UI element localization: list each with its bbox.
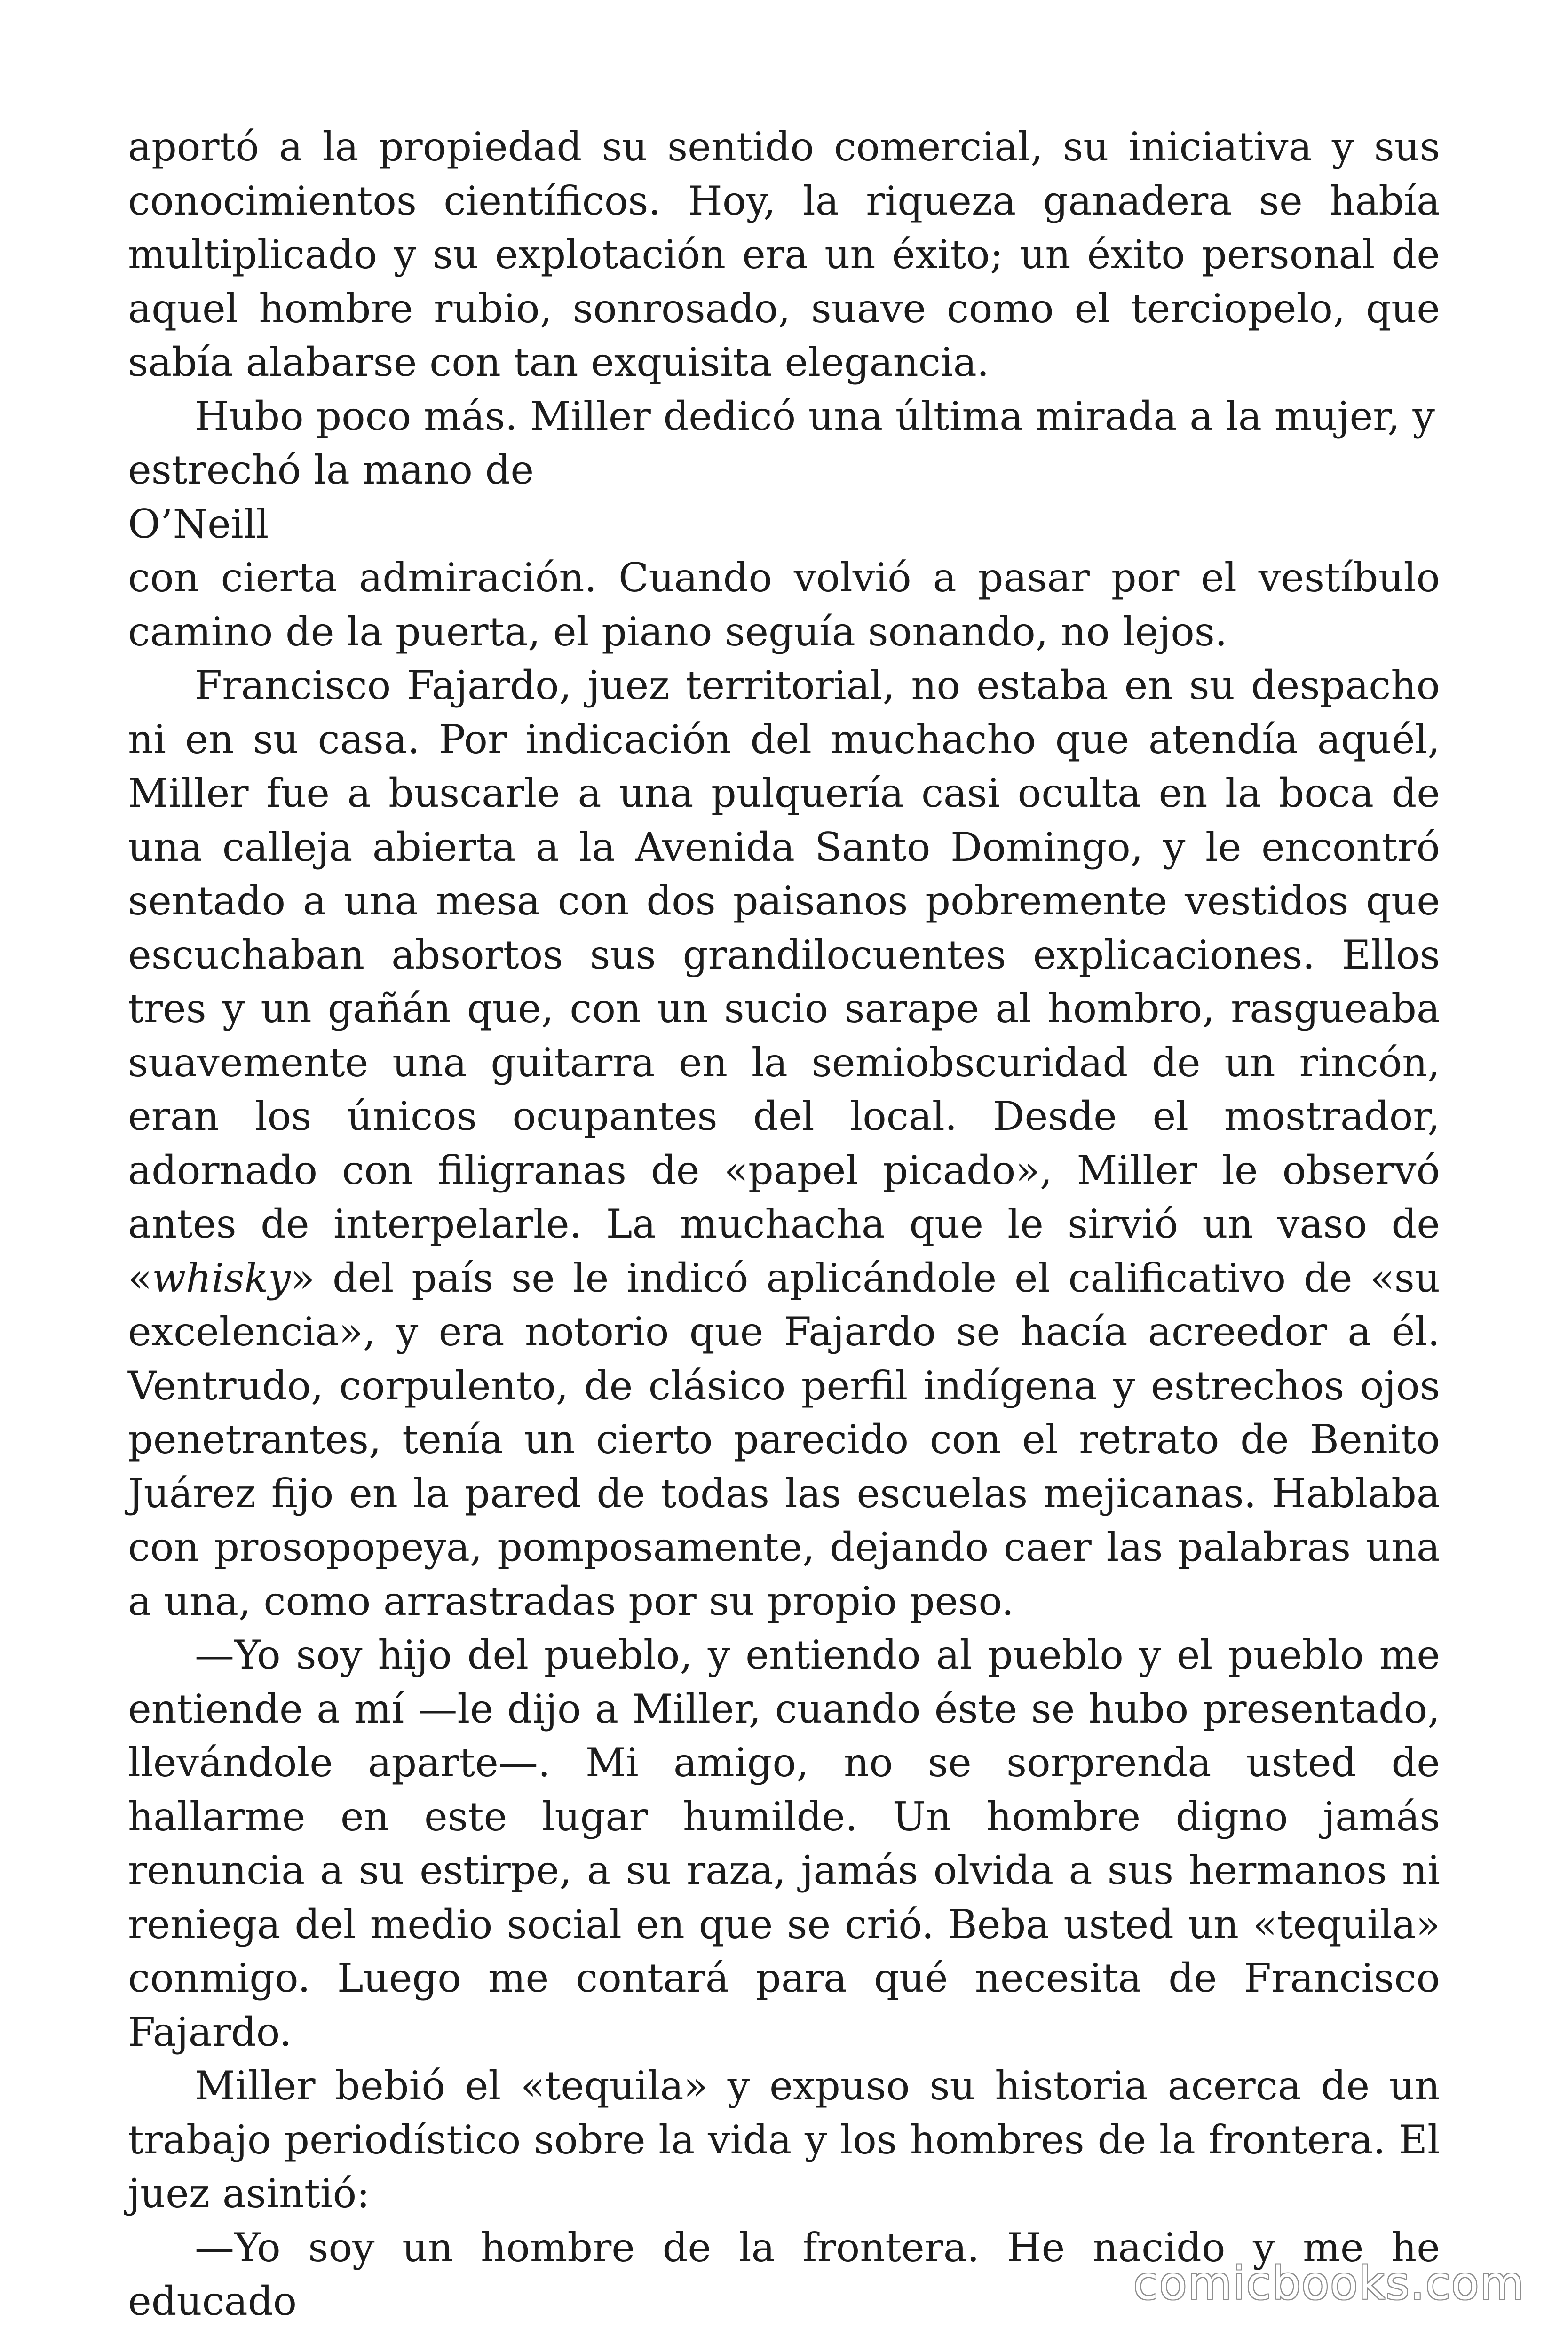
paragraph-5-text-a: Francisco Fajardo, juez territorial, no estaba en su despacho ni en su casa. Por indicación del muchacho que atendía aquél, Miller fue a buscarle a una pulquería casi oculta en la boca de una calleja abierta a la Avenida Santo Domingo, y le encontró sentado a una mesa con dos paisanos pobremente vestidos que escuchaban absortos sus grandilocuentes explicaciones. Ellos tres y un gañán que, con un sucio sarape al hombro, rasgueaba suavemente una guitarra en la semiobscuridad de un rincón, eran los únicos ocupantes del local. Desde el mostrador, adornado con filigranas de «papel picado», Miller le observó antes de interpelarle. La muchacha que le sirvió un vaso de « <box>128 662 1440 1301</box>
paragraph-3: O’Neill <box>128 501 269 547</box>
paragraph-1: aportó a la propiedad su sentido comercial, su iniciativa y sus conocimientos científicos. Hoy, la riqueza ganadera se había multiplicado y su explotación era un éxito; un éxito personal de aquel hombre rubio, sonrosado, suave como el terciopelo, que sabía alabarse con tan exquisita elegancia. <box>128 124 1440 385</box>
paragraph-4: con cierta admiración. Cuando volvió a pasar por el vestíbulo camino de la puerta, el piano seguía sonando, no lejos. <box>128 555 1440 655</box>
paragraph-5-italic-word: whisky <box>152 1255 291 1301</box>
paragraph-6: —Yo soy hijo del pueblo, y entiendo al pueblo y el pueblo me entiende a mí —le dijo a Miller, cuando éste se hubo presentado, llevándole aparte—. Mi amigo, no se sorprenda usted de hallarme en este lugar humilde. Un hombre digno jamás renuncia a su estirpe, a su raza, jamás olvida a sus hermanos ni reniega del medio social en que se crió. Beba usted un «tequila» conmigo. Luego me contará para qué necesita de Francisco Fajardo. <box>128 1632 1440 2055</box>
watermark: comicbooks.com <box>1133 2257 1525 2310</box>
paragraph-5-text-b: » del país se le indicó aplicándole el calificativo de «su excelencia», y era notorio que Fajardo se hacía acreedor a él. Ventrudo, corpulento, de clásico perfil indígena y estrechos ojos penetrantes, tenía un cierto parecido con el retrato de Benito Juárez fijo en la pared de todas las escuelas mejicanas. Hablaba con prosopopeya, pomposamente, dejando caer las palabras una a una, como arrastradas por su propio peso. <box>128 1255 1440 1624</box>
book-page-text <box>128 120 1440 2328</box>
paragraph-5 <box>128 659 1440 1628</box>
paragraph-2: Hubo poco más. Miller dedicó una última mirada a la mujer, y estrechó la mano de <box>128 393 1435 493</box>
paragraph-8: —Yo soy un hombre de la frontera. He nacido y me he educado <box>128 2224 1440 2324</box>
paragraph-7: Miller bebió el «tequila» y expuso su historia acerca de un trabajo periodístico sobre la vida y los hombres de la frontera. El juez asintió: <box>128 2063 1440 2217</box>
